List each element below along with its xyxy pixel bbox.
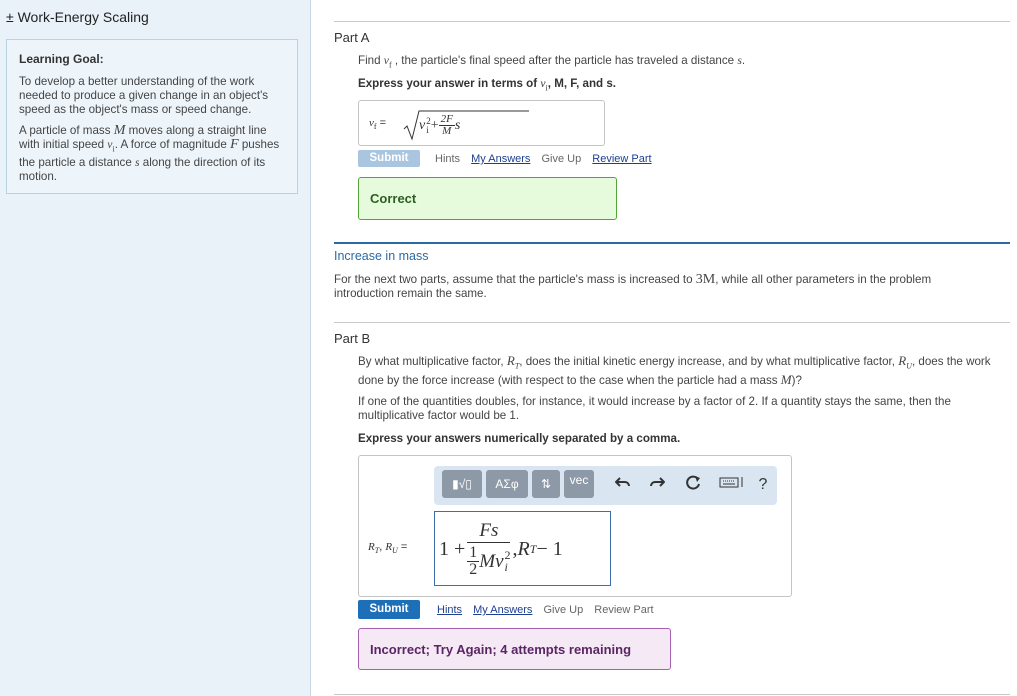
math-toolbar (434, 466, 777, 505)
part-b-title: Part B (334, 331, 371, 346)
templates-button[interactable]: ▮√▯ (442, 470, 482, 498)
part-b-question: By what multiplicative factor, $R_T$, does the initial kinetic energy increase, and by what multiplicative factor, $R_U$, does the work done by the force increase (with respect to the case when the particle had a mass M)? (358, 353, 991, 388)
main-content (334, 0, 1010, 696)
part-b-my-answers-link[interactable]: My Answers (473, 604, 533, 616)
part-a-answer-box[interactable]: $v_f$ = v 2 i + $\frac{2F}{M}$ s (358, 100, 605, 146)
sidebar (0, 0, 311, 696)
keyboard-icon[interactable] (718, 474, 746, 496)
learning-goal-heading: Learning Goal: (19, 52, 104, 66)
part-a-question: Find $v_f$ , the particle's final speed after the particle has traveled a distance s. (358, 54, 746, 70)
increase-in-mass-heading: Increase in mass (334, 249, 429, 263)
part-a-links (435, 153, 660, 165)
part-a-express: Express your answer in terms of $v_i$, M, F, and s. (358, 77, 617, 93)
divider (334, 322, 1010, 323)
increase-in-mass-text: For the next two parts, assume that the particle's mass is increased to 3M, while all other parameters in the problem introduction remain the same. (334, 272, 932, 300)
redo-icon[interactable] (646, 474, 668, 496)
help-button[interactable]: ? (758, 476, 768, 493)
arrows-button[interactable]: ⇅ (532, 470, 560, 498)
part-b-hint-text: If one of the quantities doubles, for instance, it would increase by a factor of 2. If a quantity stays the same, then the multiplicative factor would be 1. (358, 395, 951, 422)
part-b-give-up-link[interactable]: Give Up (543, 604, 584, 616)
part-a-give-up-link[interactable]: Give Up (541, 153, 582, 165)
learning-goal-text: To develop a better understanding of the work needed to produce a given change in an object's speed as the object's mass or speed change. (19, 75, 269, 116)
reset-icon[interactable] (682, 474, 704, 496)
divider (334, 21, 1010, 22)
problem-intro: A particle of mass M moves along a straight line with initial speed $v_i$. A force of magnitude F pushes the particle a distance s along the direction of its motion. (19, 123, 280, 184)
part-b-result-incorrect: Incorrect; Try Again; 4 attempts remaining (358, 628, 671, 670)
part-b-hints-link[interactable]: Hints (437, 604, 463, 616)
symbols-button[interactable]: ΑΣφ (486, 470, 528, 498)
part-a-result-correct: Correct (358, 177, 617, 220)
part-a-review-part-link[interactable]: Review Part (592, 153, 652, 165)
part-a-submit-button[interactable]: Submit (358, 150, 420, 167)
undo-icon[interactable] (612, 474, 634, 496)
section-divider (334, 242, 1010, 244)
part-a-answer-label: $v_f$ = (369, 117, 387, 132)
part-b-links (437, 604, 662, 616)
part-a-title: Part A (334, 30, 370, 45)
part-b-express: Express your answers numerically separated by a comma. (358, 432, 681, 445)
sqrt-bar (419, 110, 529, 112)
divider (334, 694, 1010, 695)
learning-goal-box (6, 39, 298, 194)
part-b-submit-button[interactable]: Submit (358, 600, 420, 619)
part-a-hints-link[interactable]: Hints (435, 153, 461, 165)
part-b-answer-label: $R_T$, $R_U$ = (368, 541, 408, 556)
vec-button[interactable]: vec (564, 470, 594, 498)
part-b-math-input[interactable]: 1 + Fs $\frac{1}{2}$ Mv 2 i , R T − 1 (434, 511, 611, 586)
problem-title: ± Work-Energy Scaling (6, 9, 149, 25)
part-b-review-part-link[interactable]: Review Part (594, 604, 654, 616)
part-a-my-answers-link[interactable]: My Answers (471, 153, 531, 165)
